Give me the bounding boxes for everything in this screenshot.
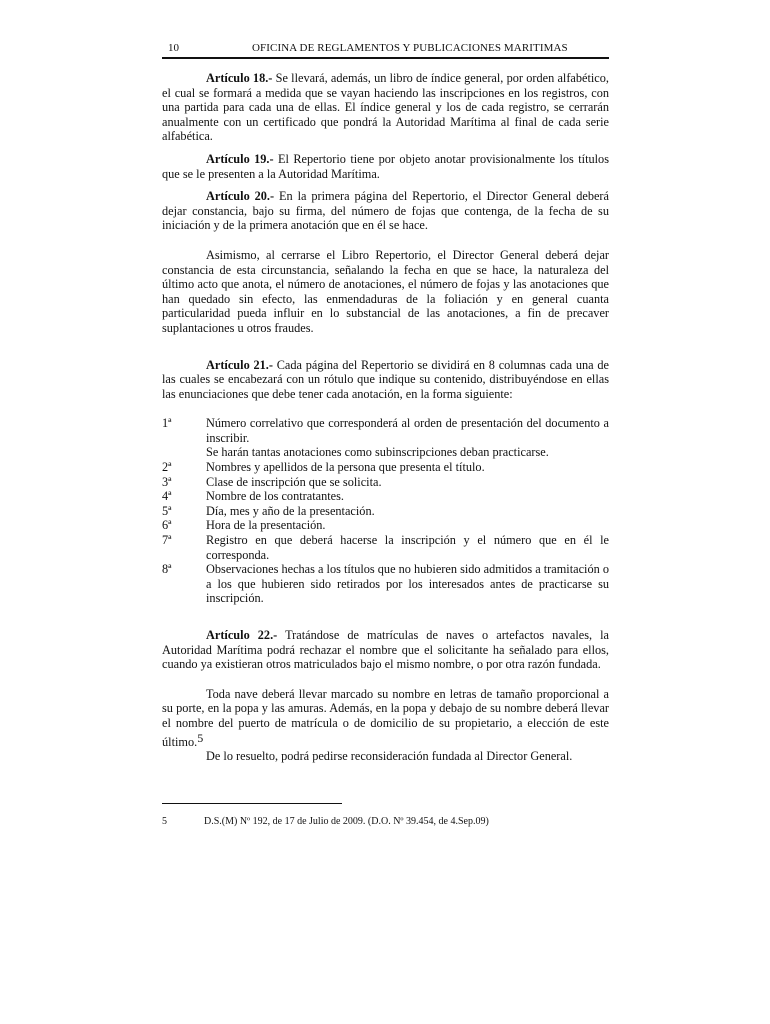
list-item-ordinal: 7ª	[162, 533, 172, 548]
list-item	[162, 460, 609, 475]
list-item-text: Observaciones hechas a los títulos que no hubieren sido admitidos a tramitación o a los que hubieren sido retirados por los interesados antes de practicarse su inscripción.	[206, 562, 609, 606]
list-item-text: Hora de la presentación.	[206, 518, 326, 533]
footnote-text: D.S.(M) Nº 192, de 17 de Julio de 2009. (D.O. Nº 39.454, de 4.Sep.09)	[204, 816, 489, 827]
list-item-text: Número correlativo que corresponderá al orden de presentación del documento a inscribir. Se harán tantas anotaciones como subinscripciones deban practicarse.	[206, 416, 609, 460]
list-item	[162, 518, 609, 533]
list-item-text: Nombres y apellidos de la persona que presenta el título.	[206, 460, 485, 475]
article-21-label: Artículo 21.-	[206, 357, 273, 372]
list-item-text: Nombre de los contratantes.	[206, 489, 344, 504]
list-item-ordinal: 4ª	[162, 489, 172, 504]
footnote-rule	[162, 803, 342, 804]
article-19-label: Artículo 19.-	[206, 151, 274, 166]
article-21-text: Cada página del Repertorio se dividirá en 8 columnas cada una de las cuales se encabezará con un rótulo que indique su contenido, distribuyéndose en ellas las enunciaciones que debe tener cada anotación, en la forma siguiente:	[162, 357, 609, 401]
article-21	[162, 358, 609, 402]
footnote	[162, 816, 609, 828]
repertorio-columns-list	[162, 416, 609, 606]
list-item	[162, 504, 609, 519]
article-20	[162, 189, 609, 233]
list-item-text: Día, mes y año de la presentación.	[206, 503, 375, 518]
article-22-label: Artículo 22.-	[206, 628, 278, 642]
footnote-reference[interactable]: 5	[197, 730, 204, 745]
article-20-paragraph-2: Asimismo, al cerrarse el Libro Repertorio, el Director General deberá dejar constancia de esta circunstancia, señalando la fecha en que se hace, la naturaleza del último acto que anota, el número de anotaciones, el número de fojas y las anotaciones que han quedado sin efecto, las enmendaduras de la foliación y en general cuanta particularidad pueda influir en lo substancial de las anotaciones, a fin de precaver suplantaciones u otros fraudes.	[162, 247, 609, 335]
list-item	[162, 489, 609, 504]
article-20-label: Artículo 20.-	[206, 189, 275, 204]
list-item-text: Clase de inscripción que se solicita.	[206, 474, 382, 489]
article-18-label: Artículo 18.-	[206, 71, 273, 85]
list-item	[162, 562, 609, 606]
list-item-subtext: Se harán tantas anotaciones como subinscripciones deban practicarse.	[206, 445, 549, 460]
article-20-text: En la primera página del Repertorio, el Director General deberá dejar constancia, bajo su firma, del número de fojas que contenga, de la fecha de su iniciación y de la primera anotación que en él se hace.	[162, 189, 609, 233]
list-item-text: Registro en que deberá hacerse la inscripción y el número que en él le corresponda.	[206, 533, 609, 562]
article-22-text: Tratándose de matrículas de naves o artefactos navales, la Autoridad Marítima podrá rechazar el nombre que el solicitante ha señalado para ellos, cuando ya existieran otros matriculados bajo el mismo nombre, o por otra razón fundada.	[162, 628, 609, 672]
page-number: 10	[168, 42, 179, 54]
article-22-paragraph-3: De lo resuelto, podrá pedirse reconsideración fundada al Director General.	[206, 749, 573, 764]
article-18-text: Se llevará, además, un libro de índice general, por orden alfabético, el cual se formará a medida que se vayan haciendo las inscripciones en los registros, con una partida para cada una de ellas. El índice general y los de cada registro, se cerrarán anualmente con un certificado que pondrá la Autoridad Marítima al final de cada serie alfabética.	[162, 71, 609, 144]
article-19-text: El Repertorio tiene por objeto anotar provisionalmente los títulos que se le presenten a la Autoridad Marítima.	[162, 151, 609, 181]
footnote-number: 5	[162, 816, 167, 827]
list-item-ordinal: 1ª	[162, 416, 172, 431]
list-item-ordinal: 3ª	[162, 474, 172, 489]
article-18	[162, 71, 609, 144]
header-title: OFICINA DE REGLAMENTOS Y PUBLICACIONES MARITIMAS	[252, 42, 568, 54]
list-item-ordinal: 5ª	[162, 503, 172, 518]
page-body	[162, 71, 609, 764]
article-19	[162, 152, 609, 181]
list-item-ordinal: 2ª	[162, 460, 172, 475]
list-item	[162, 533, 609, 562]
list-item-ordinal: 6ª	[162, 518, 172, 533]
article-22-paragraph-2: Toda nave deberá llevar marcado su nombre en letras de tamaño proporcional a su porte, en la popa y las amuras. Además, en la popa y debajo de su nombre deberá llevar el nombre del puerto de matrícula o de domicilio de su propietario, a elección de este último.5	[162, 686, 609, 749]
article-22	[162, 628, 609, 672]
list-item	[162, 416, 609, 460]
header-rule	[162, 57, 609, 59]
list-item-ordinal: 8ª	[162, 562, 172, 577]
page-header	[162, 42, 609, 58]
list-item	[162, 475, 609, 490]
